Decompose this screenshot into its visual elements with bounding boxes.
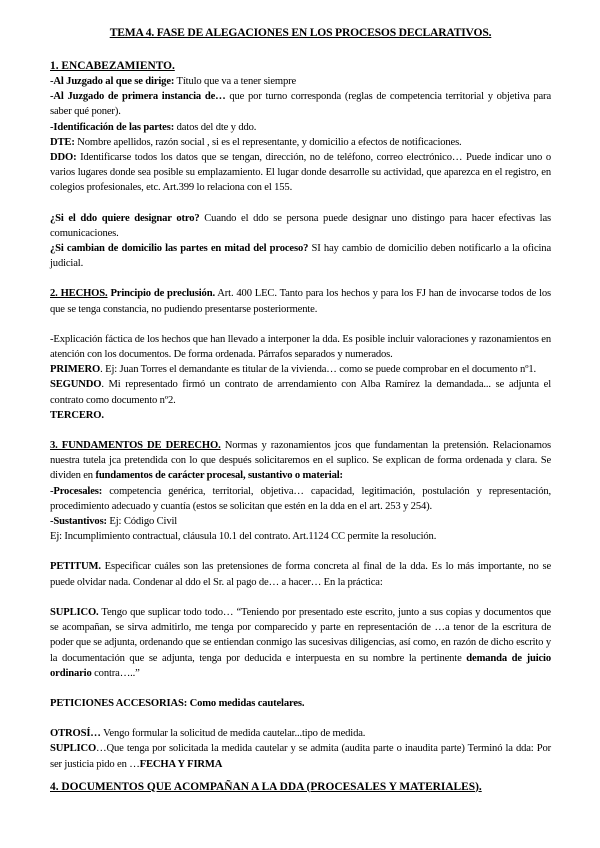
paragraph: Ej: Incumplimiento contractual, cláusula 10.1 del contrato. Art.1124 CC permite la resolución. xyxy=(50,531,437,543)
section-heading-fundamentos: 3. FUNDAMENTOS DE DERECHO. xyxy=(50,440,221,452)
paragraph: 3. FUNDAMENTOS DE DERECHO. Normas y razonamientos jcos que fundamentan la pretensión. Relacionamos nuestra tutela jca pretendida con lo que después solicitaremos en el suplico. Se explican de forma ordenada y clara. Se dividen en fundamentos de carácter procesal, sustantivo o material: xyxy=(50,440,552,482)
section-heading-documentos: 4. DOCUMENTOS QUE ACOMPAÑAN A LA DDA (PROCESALES Y MATERIALES). xyxy=(50,780,482,793)
paragraph: SUPLICO. Tengo que suplicar todo todo… “Teniendo por presentado este escrito, junto a sus copias y documentos que se acompañan, se sirva admitirlo, me tenga por comparecido y parte en representación de …a tenor de la escritura de poder que se adjunta, ordenando que se entiendan conmigo las sucesivas diligencias, así como, en razón de dicho escrito y la documentación que se adjunta, tenga por deducida e interpuesta en su nombre la pertinente demanda de juicio ordinario contra…..” xyxy=(50,606,551,679)
document-title: TEMA 4. FASE DE ALEGACIONES EN LOS PROCESOS DECLARATIVOS. xyxy=(109,26,492,39)
paragraph: -Explicación fáctica de los hechos que han llevado a interponer la dda. Es posible incluir valoraciones y razonamientos en atención con los documentos. De forma ordenada. Párrafos separados y numerados. xyxy=(50,333,551,361)
paragraph: DDO: Identificarse todos los datos que se tengan, dirección, no de teléfono, correo electrónico… Puede indicar uno o varios lugares donde sea posible su emplazamiento. El lugar donde desarrolle su actividad, que aparezca en el registro, en colegios profesionales, etc. Art.399 lo relaciona con el 155. xyxy=(50,152,551,194)
paragraph: OTROSÍ… Vengo formular la solicitud de medida cautelar...tipo de medida. xyxy=(50,728,366,740)
paragraph: SUPLICO…Que tenga por solicitada la medida cautelar y se admita (audita parte o inaudita parte) Terminó la dda: Por ser justicia pido en …FECHA Y FIRMA xyxy=(50,743,551,770)
section-heading-hechos: 2. HECHOS. xyxy=(50,288,108,300)
paragraph: SEGUNDO. Mi representado firmó un contrato de arrendamiento con Alba Ramírez la demandada... se adjunta el contrato como documento nº2. xyxy=(50,379,551,406)
paragraph: -Al Juzgado al que se dirige: Título que va a tener siempre xyxy=(50,76,297,87)
paragraph: ¿Si cambian de domicilio las partes en mitad del proceso? SI hay cambio de domicilio deben notificarlo a la oficina judicial. xyxy=(50,243,551,270)
paragraph: -Sustantivos: Ej: Código Civil xyxy=(50,516,178,528)
paragraph: -Identificación de las partes: datos del dte y ddo. xyxy=(50,121,257,133)
paragraph xyxy=(50,696,551,711)
paragraph: PRIMERO. Ej: Juan Torres el demandante es titular de la vivienda… como se puede comprobar en el documento nº1. xyxy=(50,364,536,376)
paragraph: TERCERO. xyxy=(50,409,104,421)
section-heading-encabezamiento: 1. ENCABEZAMIENTO. xyxy=(50,60,175,72)
paragraph: -Procesales: competencia genérica, territorial, objetiva… capacidad, legitimación, postulación y representación, procedimiento adecuado y cuantía (estos se solicitan que estén en la dda en el art. 253 y 254). xyxy=(50,485,551,512)
paragraph: ¿Si el ddo quiere designar otro? Cuando el ddo se persona puede designar uno distingo para hacer efectivas las comunicaciones. xyxy=(50,212,552,239)
paragraph: PETITUM. Especificar cuáles son las pretensiones de forma concreta al final de la dda. Es lo más importante, no se puede olvidar nada. Condenar al ddo el Sr. al pago de… a hacer… En la práctica: xyxy=(50,561,551,588)
paragraph: DTE: Nombre apellidos, razón social , si es el representante, y domicilio a efectos de notificaciones. xyxy=(50,136,462,148)
paragraph: 2. HECHOS. Principio de preclusión. Art. 400 LEC. Tanto para los hechos y para los FJ han de invocarse todos de los que se tenga constancia, no pudiendo presentarse posteriormente. xyxy=(50,288,552,315)
section-heading-peticiones: PETICIONES ACCESORIAS: Como medidas cautelares. xyxy=(50,697,305,709)
suplico-label: SUPLICO. xyxy=(50,606,99,618)
paragraph: -Al Juzgado de primera instancia de… que por turno corresponda (reglas de competencia territorial y objetiva para saber qué poner). xyxy=(50,91,551,118)
petitum-label: PETITUM. xyxy=(50,561,101,573)
